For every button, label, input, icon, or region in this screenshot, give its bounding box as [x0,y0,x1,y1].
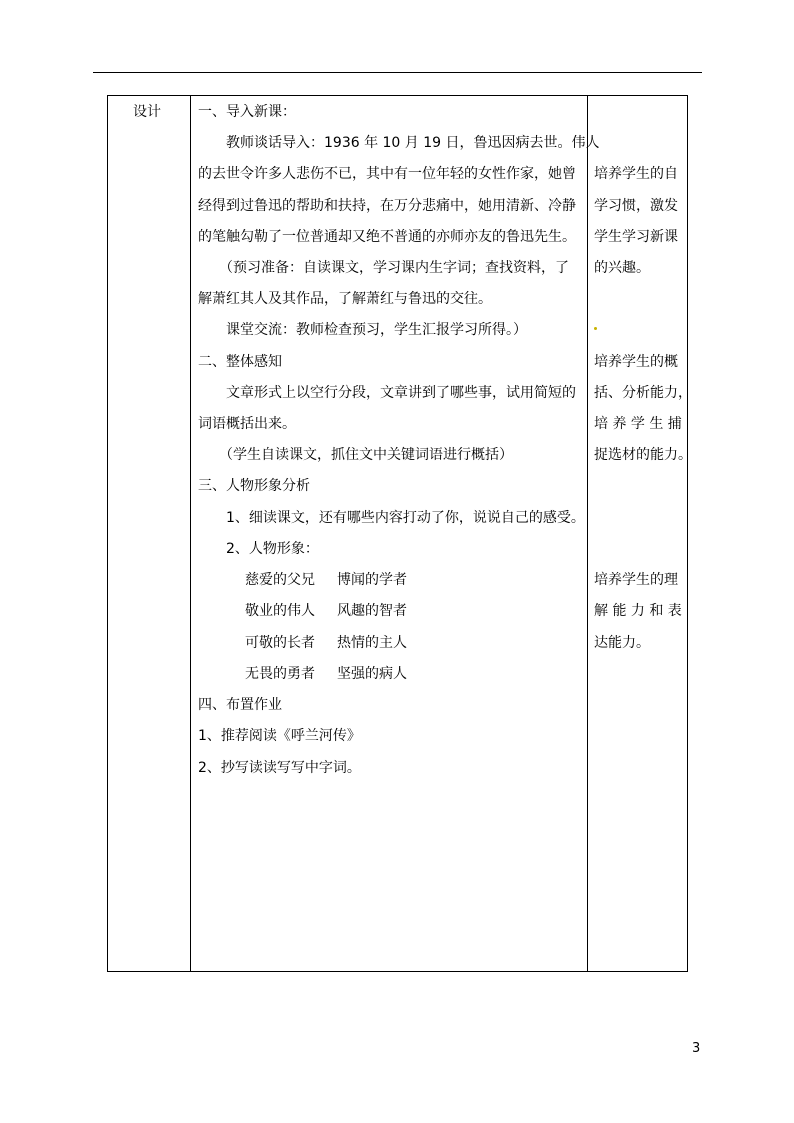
lesson-plan-table [107,95,688,972]
image-term: 博闻的学者 [337,572,407,588]
image-term: 坚强的病人 [337,666,407,682]
image-term: 敬业的伟人 [245,603,315,619]
section-heading: 一、导入新课： [198,104,296,120]
note-line: 括、分析能力， [594,385,692,401]
section-heading: 四、布置作业 [198,697,282,713]
paragraph-line: 经得到过鲁迅的帮助和扶持，在万分悲痛中，她用清新、冷静 [198,198,576,214]
list-item: 2、人物形象： [198,541,319,557]
stage-label: 设计 [133,104,161,120]
homework-item: 1、推荐阅读《呼兰河传》 [198,728,361,744]
image-term: 可敬的长者 [245,635,315,651]
image-term: 风趣的智者 [337,603,407,619]
note-line: 培养学生的自 [594,166,678,182]
column-divider [587,96,588,971]
paragraph-line: 文章形式上以空行分段，文章讲到了哪些事，试用简短的 [198,385,576,401]
paragraph-line: （预习准备：自读课文，学习课内生字词；查找资料，了 [198,260,569,276]
note-line: 培 养 学 生 捕 [594,416,682,432]
paragraph-line: 教师谈话导入：1936 年 10 月 19 日，鲁迅因病去世。伟人 [198,135,600,151]
paragraph-line: 的笔触勾勒了一位普通却又绝不普通的亦师亦友的鲁迅先生。 [198,229,576,245]
paragraph-line: 解萧红其人及其作品，了解萧红与鲁迅的交往。 [198,291,492,307]
note-line: 捉选材的能力。 [594,447,692,463]
image-term: 无畏的勇者 [245,666,315,682]
stray-mark [594,327,597,330]
section-heading: 三、人物形象分析 [198,478,310,494]
image-term: 热情的主人 [337,635,407,651]
note-line: 学生学习新课 [594,229,678,245]
list-item: 1、细读课文，还有哪些内容打动了你，说说自己的感受。 [198,510,585,526]
paragraph-line: 的去世令许多人悲伤不已，其中有一位年轻的女性作家，她曾 [198,166,576,182]
note-line: 培养学生的概 [594,354,678,370]
image-term: 慈爱的父兄 [245,572,315,588]
note-line: 解 能 力 和 表 [594,603,682,619]
header-rule [93,72,702,73]
paragraph-line: （学生自读课文，抓住文中关键词语进行概括） [198,447,513,463]
note-line: 的兴趣。 [594,260,650,276]
column-divider [190,96,191,971]
page-number: 3 [692,1041,701,1056]
homework-item: 2、抄写读读写写中字词。 [198,760,361,776]
paragraph-line: 课堂交流：教师检查预习，学生汇报学习所得。） [198,322,527,338]
paragraph-line: 词语概括出来。 [198,416,296,432]
section-heading: 二、整体感知 [198,354,282,370]
note-line: 培养学生的理 [594,572,678,588]
note-line: 学习惯，激发 [594,198,678,214]
note-line: 达能力。 [594,635,650,651]
